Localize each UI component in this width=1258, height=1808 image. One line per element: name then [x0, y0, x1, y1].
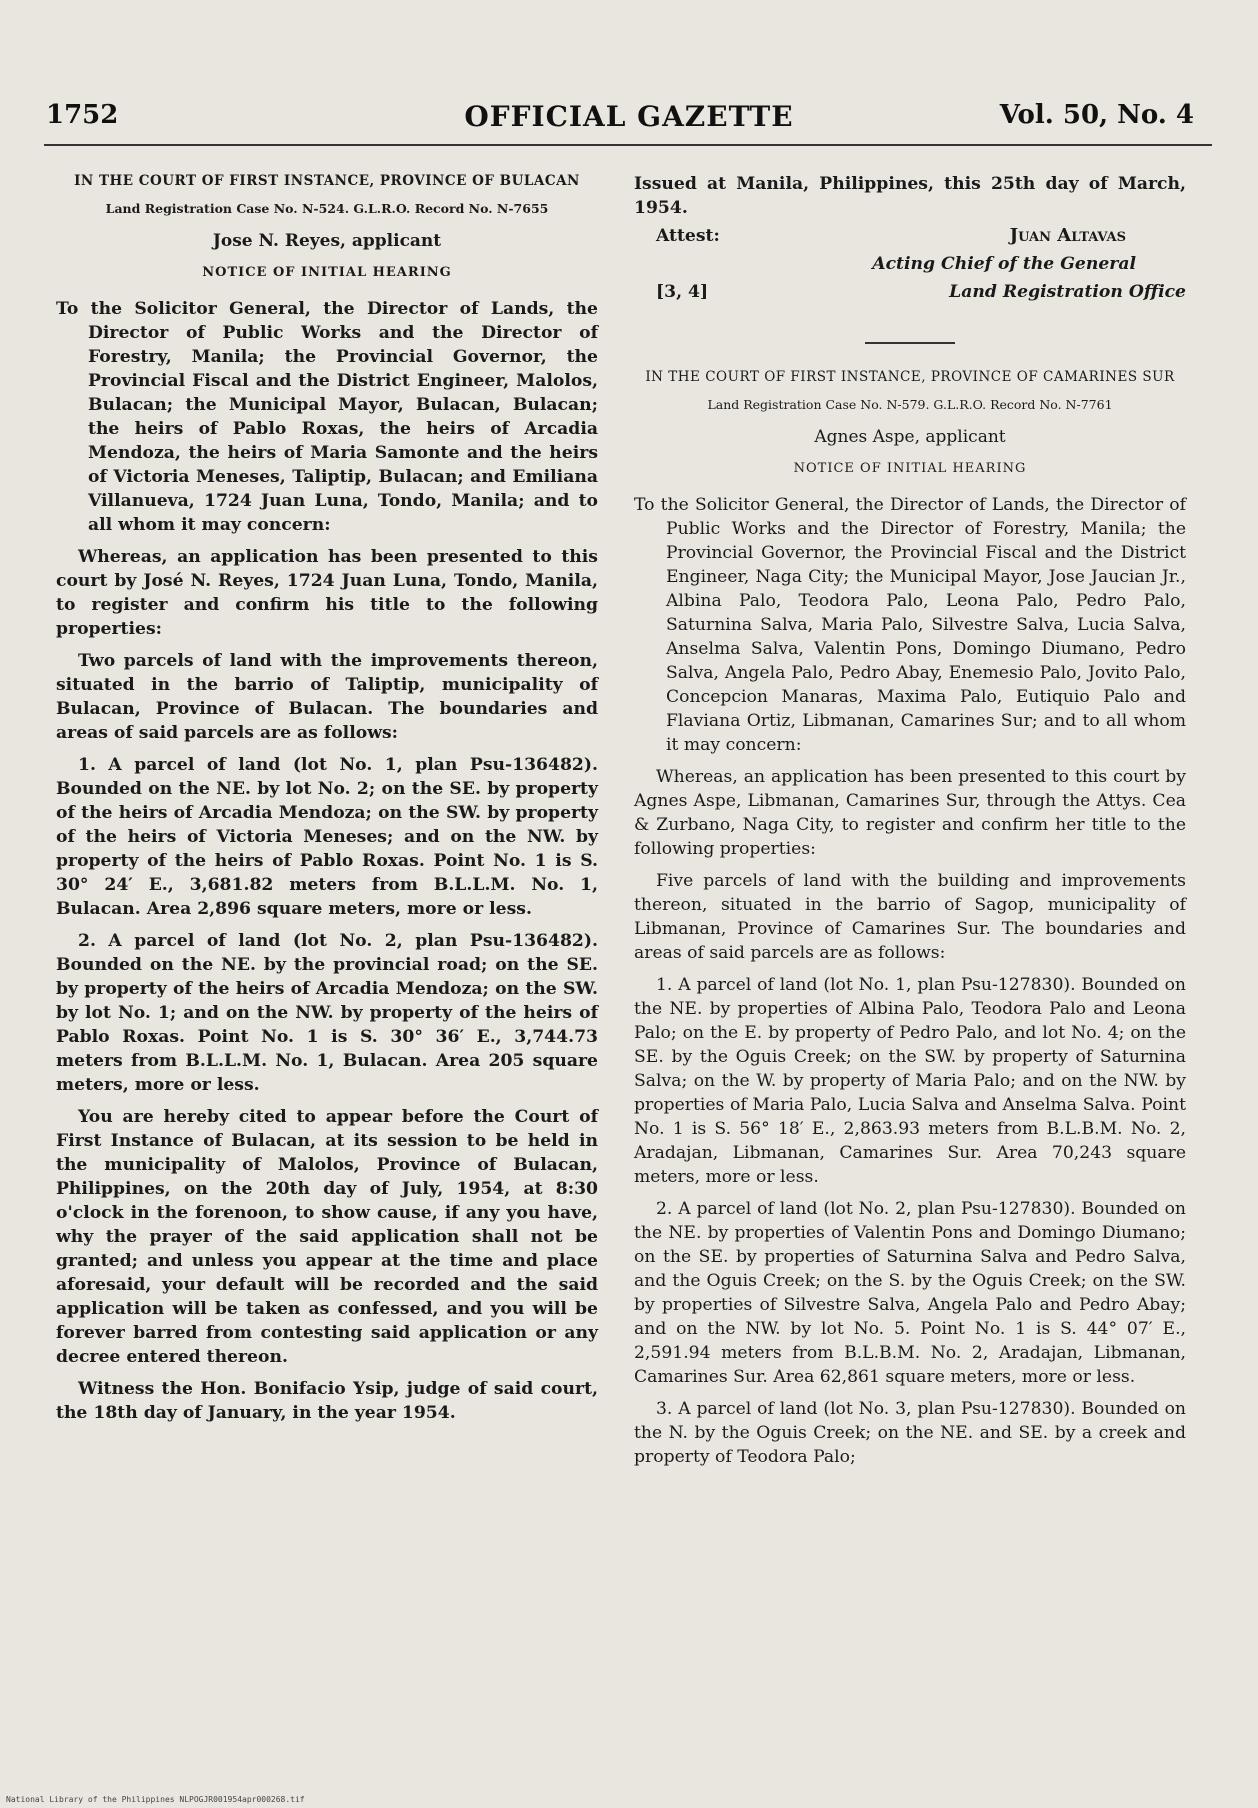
attest-title-2: Land Registration Office — [949, 282, 1186, 302]
paragraph: Two parcels of land with the improvements thereon, situated in the barrio of Taliptip, municipality of Bulacan, Province of Bulacan. The boundaries and areas of said parcels are as follows: — [56, 651, 598, 743]
paragraph: 3. A parcel of land (lot No. 3, plan Psu-127830). Bounded on the N. by the Oguis Creek; on the NE. and SE. by a creek and property of Teodora Palo; — [634, 1399, 1186, 1467]
paragraph: 2. A parcel of land (lot No. 2, plan Psu-127830). Bounded on the NE. by properties of Valentin Pons and Domingo Diumano; on the SE. by properties of Saturnina Salva and Pedro Salva, and the Oguis Creek; on the S. by the Oguis Creek; on the SW. by properties of Silvestre Salva, Angela Palo and Pedro Abay; and on the NW. by lot No. 5. Point No. 1 is S. 44° 07′ E., 2,591.94 meters from B.L.B.M. No. 2, Aradajan, Libmanan, Camarines Sur. Area 62,861 square meters, more or less. — [634, 1199, 1186, 1387]
page-title: OFFICIAL GAZETTE — [464, 100, 794, 133]
paragraph: Whereas, an application has been presented to this court by Agnes Aspe, Libmanan, Camarines Sur, through the Attys. Cea & Zurbano, Naga City, to register and confirm her title to the following properties: — [634, 767, 1186, 859]
notice-address: To the Solicitor General, the Director of Lands, the Director of Public Works and the Director of Forestry, Manila; the Provincial Governor, the Provincial Fiscal and the District Engineer, Naga City; the Municipal Mayor, Jose Jaucian Jr., Albina Palo, Teodora Palo, Leona Palo, Pedro Palo, Saturnina Salva, Maria Palo, Silvestre Salva, Lucia Salva, Anselma Salva, Valentin Pons, Domingo Diumano, Pedro Salva, Angela Palo, Pedro Abay, Enemesio Palo, Jovito Palo, Concepcion Manaras, Maxima Palo, Eutiquio Palo and Flaviana Ortiz, Libmanan, Camarines Sur; and to all whom it may concern: — [634, 495, 1186, 755]
applicant-name: Agnes Aspe, applicant — [814, 427, 1006, 447]
notice-title: NOTICE OF INITIAL HEARING — [202, 265, 452, 280]
paragraph: Witness the Hon. Bonifacio Ysip, judge of said court, the 18th day of January, in the year 1954. — [56, 1379, 598, 1423]
issued-line: Issued at Manila, Philippines, this 25th day of March, 1954. — [634, 174, 1186, 218]
issue-bracket: [3, 4] — [656, 282, 709, 302]
scan-footer: National Library of the Philippines NLPOGJR001954apr000268.tif — [6, 1795, 305, 1804]
attest-block — [634, 224, 1186, 324]
right-column — [634, 172, 1186, 1469]
attest-label: Attest: — [656, 226, 720, 246]
paragraph: You are hereby cited to appear before the Court of First Instance of Bulacan, at its session to be held in the municipality of Malolos, Province of Bulacan, Philippines, on the 20th day of July, 1954, at 8:30 o'clock in the forenoon, to show cause, if any you have, why the prayer of the said application shall not be granted; and unless you appear at the time and place aforesaid, your default will be recorded and the said application will be taken as confessed, and you will be forever barred from contesting said application or any decree entered thereon. — [56, 1107, 598, 1367]
notice-title: NOTICE OF INITIAL HEARING — [793, 461, 1027, 476]
attest-name: Juan Altavas — [1009, 225, 1126, 246]
court-heading: IN THE COURT OF FIRST INSTANCE, PROVINCE OF BULACAN — [74, 173, 580, 189]
court-heading: IN THE COURT OF FIRST INSTANCE, PROVINCE OF CAMARINES SUR — [645, 369, 1175, 385]
applicant-name: Jose N. Reyes, applicant — [212, 231, 442, 251]
paragraph: 1. A parcel of land (lot No. 1, plan Psu-127830). Bounded on the NE. by properties of Albina Palo, Teodora Palo and Leona Palo; on the E. by property of Pedro Palo, and lot No. 4; on the SE. by the Oguis Creek; on the SW. by property of Saturnina Salva; on the W. by property of Maria Palo; and on the NW. by properties of Maria Palo, Lucia Salva and Anselma Salva. Point No. 1 is S. 56° 18′ E., 2,863.93 meters from B.L.B.M. No. 2, Aradajan, Libmanan, Camarines Sur. Area 70,243 square meters, more or less. — [634, 975, 1186, 1187]
notice-address: To the Solicitor General, the Director of Lands, the Director of Public Works and the Director of Forestry, Manila; the Provincial Governor, the Provincial Fiscal and the District Engineer, Malolos, Bulacan; the Municipal Mayor, Bulacan, Bulacan; the heirs of Pablo Roxas, the heirs of Arcadia Mendoza, the heirs of Maria Samonte and the heirs of Victoria Meneses, Taliptip, Bulacan; and Emiliana Villanueva, 1724 Juan Luna, Tondo, Manila; and to all whom it may concern: — [56, 299, 598, 535]
volume-number: Vol. 50, No. 4 — [999, 100, 1194, 130]
paragraph: Five parcels of land with the building and improvements thereon, situated in the barrio of Sagop, municipality of Libmanan, Province of Camarines Sur. The boundaries and areas of said parcels are as follows: — [634, 871, 1186, 963]
page-number: 1752 — [46, 100, 119, 130]
header-rule — [44, 144, 1212, 146]
left-column — [56, 172, 598, 1425]
case-number: Land Registration Case No. N-579. G.L.R.O. Record No. N-7761 — [707, 397, 1113, 412]
paragraph: 2. A parcel of land (lot No. 2, plan Psu-136482). Bounded on the NE. by the provincial road; on the SE. by property of the heirs of Arcadia Mendoza; on the SW. by lot No. 1; and on the NW. by property of the heirs of Pablo Roxas. Point No. 1 is S. 30° 36′ E., 3,744.73 meters from B.L.L.M. No. 1, Bulacan. Area 205 square meters, more or less. — [56, 931, 598, 1095]
paragraph: 1. A parcel of land (lot No. 1, plan Psu-136482). Bounded on the NE. by lot No. 2; on the SE. by property of the heirs of Arcadia Mendoza; on the SW. by property of the heirs of Victoria Meneses; and on the NW. by property of the heirs of Pablo Roxas. Point No. 1 is S. 30° 24′ E., 3,681.82 meters from B.L.L.M. No. 1, Bulacan. Area 2,896 square meters, more or less. — [56, 755, 598, 919]
attest-title-1: Acting Chief of the General — [872, 254, 1136, 274]
case-number: Land Registration Case No. N-524. G.L.R.O. Record No. N-7655 — [105, 201, 549, 216]
paragraph: Whereas, an application has been presented to this court by José N. Reyes, 1724 Juan Luna, Tondo, Manila, to register and confirm his title to the following properties: — [56, 547, 598, 639]
section-divider — [865, 342, 955, 344]
